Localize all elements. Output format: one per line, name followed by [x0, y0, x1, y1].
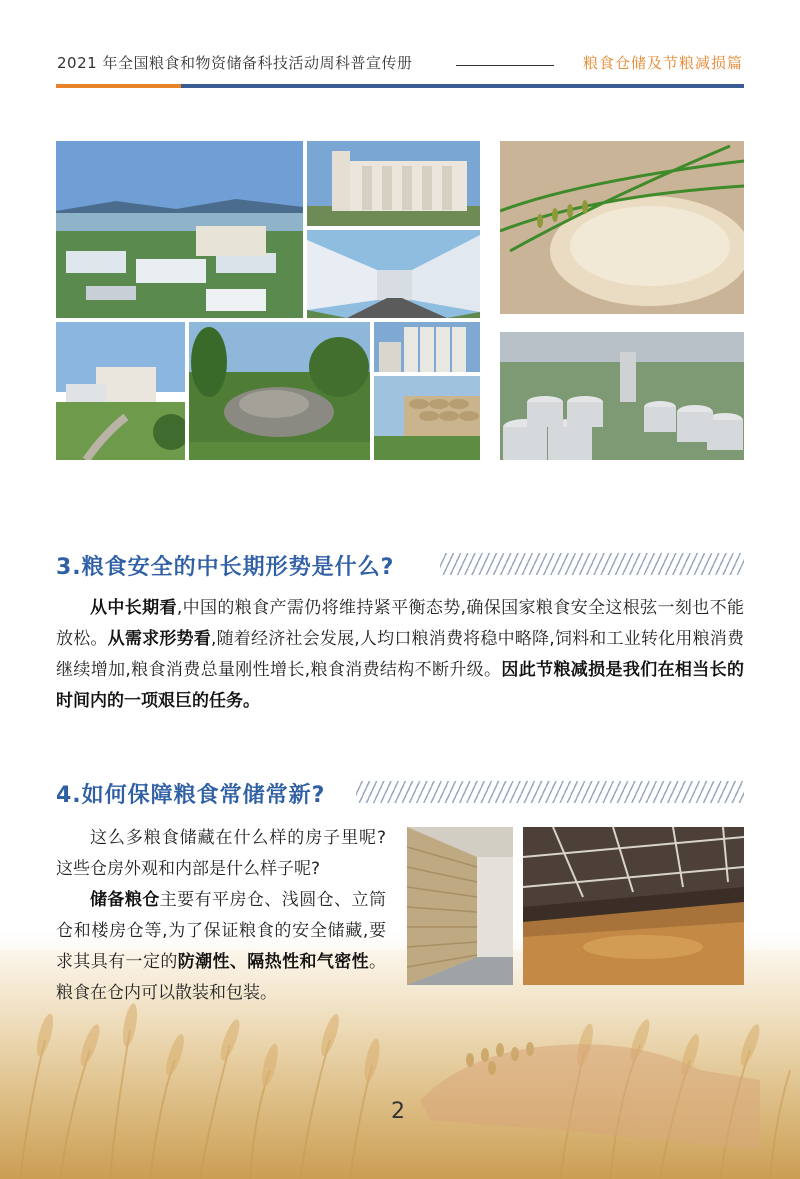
header-section-name: 粮食仓储及节粮减损篇	[582, 54, 743, 72]
section-4-lead: 储备粮仓	[90, 890, 160, 910]
silo-towers-photo	[374, 322, 480, 372]
warehouse-road-photo	[307, 230, 480, 318]
grain-depot-aerial-photo	[56, 141, 303, 318]
section-3-text-2: ,随着经济社会发展,人均口粮消费将稳中略降,饲料和工业转化用粮消费继续增加,粮食消费总量刚性增长,粮食消费结构不断升级。	[56, 629, 745, 680]
bagged-grain-warehouse-photo	[407, 827, 513, 985]
section-4-text-2: 。粮食在仓内可以散装和包装。	[56, 952, 387, 1003]
section-4-text-1: 主要有平房仓、浅圆仓、立筒仓和楼房仓等,为了保证粮食的安全储藏,要求其具有一定的	[56, 890, 386, 972]
garden-rock-photo	[189, 322, 370, 460]
rice-grain-photo	[500, 141, 744, 314]
header-bar-orange	[56, 84, 181, 88]
section-3-emphasis: 因此节粮减损是我们在相当长的时间内的一项艰巨的任务。	[56, 660, 745, 711]
silo-building-photo	[307, 141, 480, 226]
section-3-text-1: ,中国的粮食产需仍将维持紧平衡态势,确保国家粮食安全这根弦一刻也不能放松。	[56, 598, 745, 649]
header-bar-blue	[181, 84, 744, 88]
section-3-paragraph	[56, 593, 744, 717]
section-3-lead-2: 从需求形势看	[107, 629, 211, 649]
grain-bag-stack-photo	[374, 376, 480, 460]
section-4-heading: 4.如何保障粮食常储常新?	[56, 783, 326, 808]
header-title: 2021 年全国粮食和物资储备科技活动周科普宣传册	[57, 54, 413, 72]
section-3-lead-1: 从中长期看	[90, 598, 177, 618]
section-4-heading-hatch	[356, 781, 744, 803]
header-divider	[456, 65, 554, 66]
depot-lawn-photo	[56, 322, 185, 460]
section-4-paragraph	[56, 885, 386, 1009]
bulk-grain-warehouse-photo	[523, 827, 744, 985]
section-4-emphasis: 防潮性、隔热性和气密性	[177, 952, 370, 972]
section-3-heading: 3.粮食安全的中长期形势是什么?	[56, 555, 395, 580]
silo-complex-photo	[500, 332, 744, 460]
page-number: 2	[391, 1099, 405, 1124]
section-3-heading-hatch	[440, 553, 744, 575]
section-4-question: 这么多粮食储藏在什么样的房子里呢?这些仓房外观和内部是什么样子呢?	[56, 828, 386, 879]
